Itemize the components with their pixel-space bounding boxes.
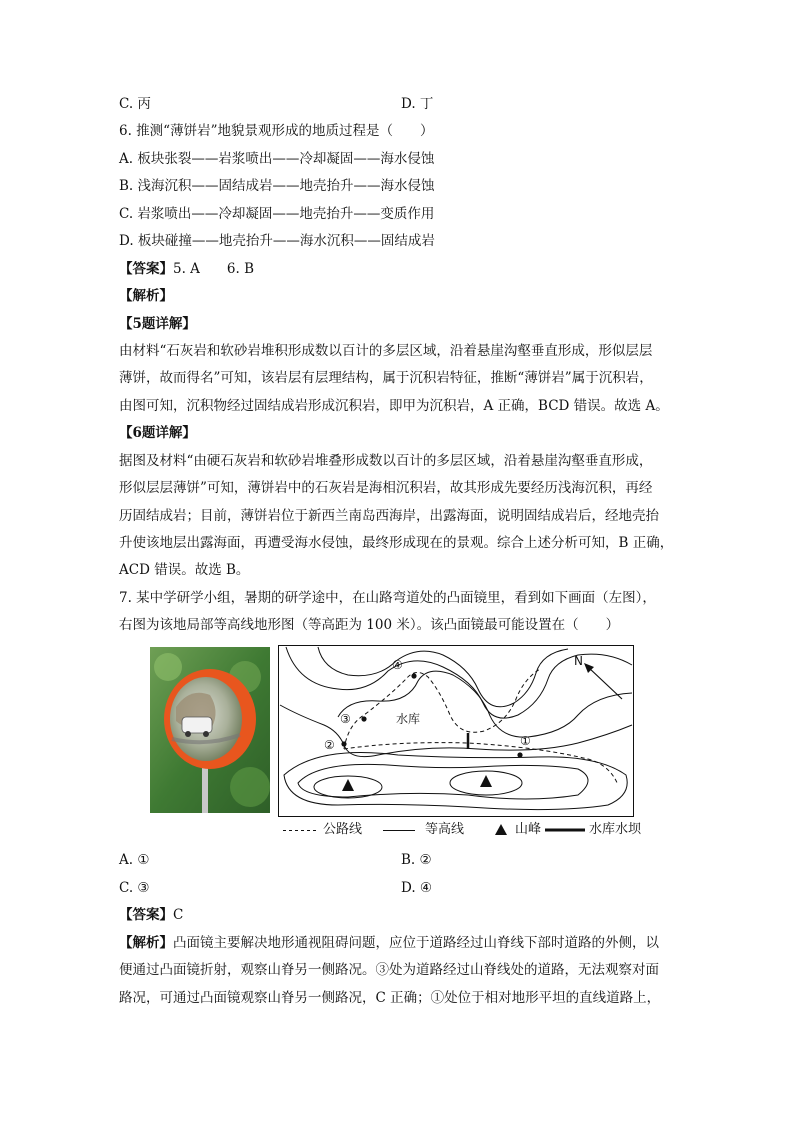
legend-dam: 水库水坝 [589, 822, 642, 837]
legend-peak: 山峰 [515, 822, 542, 837]
answer-block-2 [119, 905, 183, 925]
q6-detail-line: ACD 错误。故选 B。 [119, 562, 250, 578]
q7-option-a: A. ① [119, 852, 150, 868]
q6-detail-line: 据图及材料“由硬石灰岩和软砂岩堆叠形成数以百计的多层区域，沿着悬崖沟壑垂直形成， [119, 453, 653, 469]
q5-option-d: D. 丁 [401, 96, 434, 112]
point-3-label: ③ [340, 712, 351, 726]
analysis-line: 凸面镜主要解决地形通视阻碍问题，应位于道路经过山脊线下部时道路的外侧，以 [173, 935, 659, 951]
peak-icon [495, 824, 507, 836]
q6-detail-line: 形似层层薄饼”可知，薄饼岩中的石灰岩是海相沉积岩，故其形成先要经历浅海沉积，再经 [119, 480, 653, 496]
contour-line-icon [383, 829, 415, 832]
q5-detail-label: 【5题详解】 [119, 316, 196, 332]
point-2-label: ② [324, 738, 335, 752]
answer-label: 【答案】 [119, 907, 173, 923]
convex-mirror-photo [150, 647, 270, 813]
reservoir-label: 水库 [396, 712, 421, 726]
q7-stem-line: 7. 某中学研学小组，暑期的研学途中，在山路弯道处的凸面镜里，看到如下画面（左图）， [119, 590, 656, 606]
q7-stem-line: 右图为该地局部等高线地形图（等高距为 100 米）。该凸面镜最可能设置在（ ） [119, 617, 620, 633]
answer-text: 5. A 6. B [173, 261, 255, 277]
q7-option-d: D. ④ [401, 880, 433, 896]
q6-option-d: D. 板块碰撞——地壳抬升——海水沉积——固结成岩 [119, 233, 435, 249]
dam-line-icon [545, 828, 585, 832]
q5-detail-line: 由材料“石灰岩和软砂岩堆积形成数以百计的多层区域，沿着悬崖沟壑垂直形成，形似层层 [119, 343, 653, 359]
point-1-label: ① [520, 734, 531, 748]
analysis-label: 【解析】 [119, 288, 173, 304]
q5-detail-line: 由图可知，沉积物经过固结成岩形成沉积岩，即甲为沉积岩，A 正确，BCD 错误。故选 A。 [119, 398, 669, 414]
road-line-icon [283, 829, 319, 832]
analysis-line: 便通过凸面镜折射，观察山脊另一侧路况。③处为道路经过山脊线处的道路，无法观察对面 [119, 962, 659, 978]
north-label: N [574, 654, 583, 668]
car-in-mirror [182, 717, 212, 733]
analysis-label: 【解析】 [119, 935, 173, 951]
q6-option-c: C. 岩浆喷出——冷却凝固——地壳抬升——变质作用 [119, 206, 435, 222]
q5-option-c: C. 丙 [119, 96, 151, 112]
map-legend [283, 820, 643, 840]
contour-map [278, 645, 634, 817]
answer-text: C [173, 907, 184, 923]
legend-road: 公路线 [323, 822, 363, 837]
q5-detail-line: 薄饼，故而得名”可知，该岩层有层理结构，属于沉积岩特征，推断“薄饼岩”属于沉积岩， [119, 370, 653, 386]
analysis-line: 路况，可通过凸面镜观察山脊另一侧路况，C 正确；①处位于相对地形平坦的直线道路上， [119, 990, 661, 1006]
point-4-label: ④ [392, 658, 403, 672]
analysis-block-2 [119, 933, 659, 953]
q7-option-c: C. ③ [119, 880, 150, 896]
answer-label: 【答案】 [119, 261, 173, 277]
q7-option-b: B. ② [401, 852, 432, 868]
q6-option-b: B. 浅海沉积——固结成岩——地壳抬升——海水侵蚀 [119, 178, 435, 194]
q6-stem: 6. 推测“薄饼岩”地貌景观形成的地质过程是（ ） [119, 123, 434, 139]
q6-option-a: A. 板块张裂——岩浆喷出——冷却凝固——海水侵蚀 [119, 151, 435, 167]
q6-detail-line: 升使该地层出露海面，再遭受海水侵蚀，最终形成现在的景观。综合上述分析可知，B 正确， [119, 535, 674, 551]
q6-detail-label: 【6题详解】 [119, 425, 196, 441]
q6-detail-line: 历固结成岩；目前，薄饼岩位于新西兰南岛西海岸，出露海面，说明固结成岩后，经地壳抬 [119, 508, 659, 524]
legend-contour: 等高线 [425, 822, 465, 837]
answer-block-1 [119, 259, 254, 279]
